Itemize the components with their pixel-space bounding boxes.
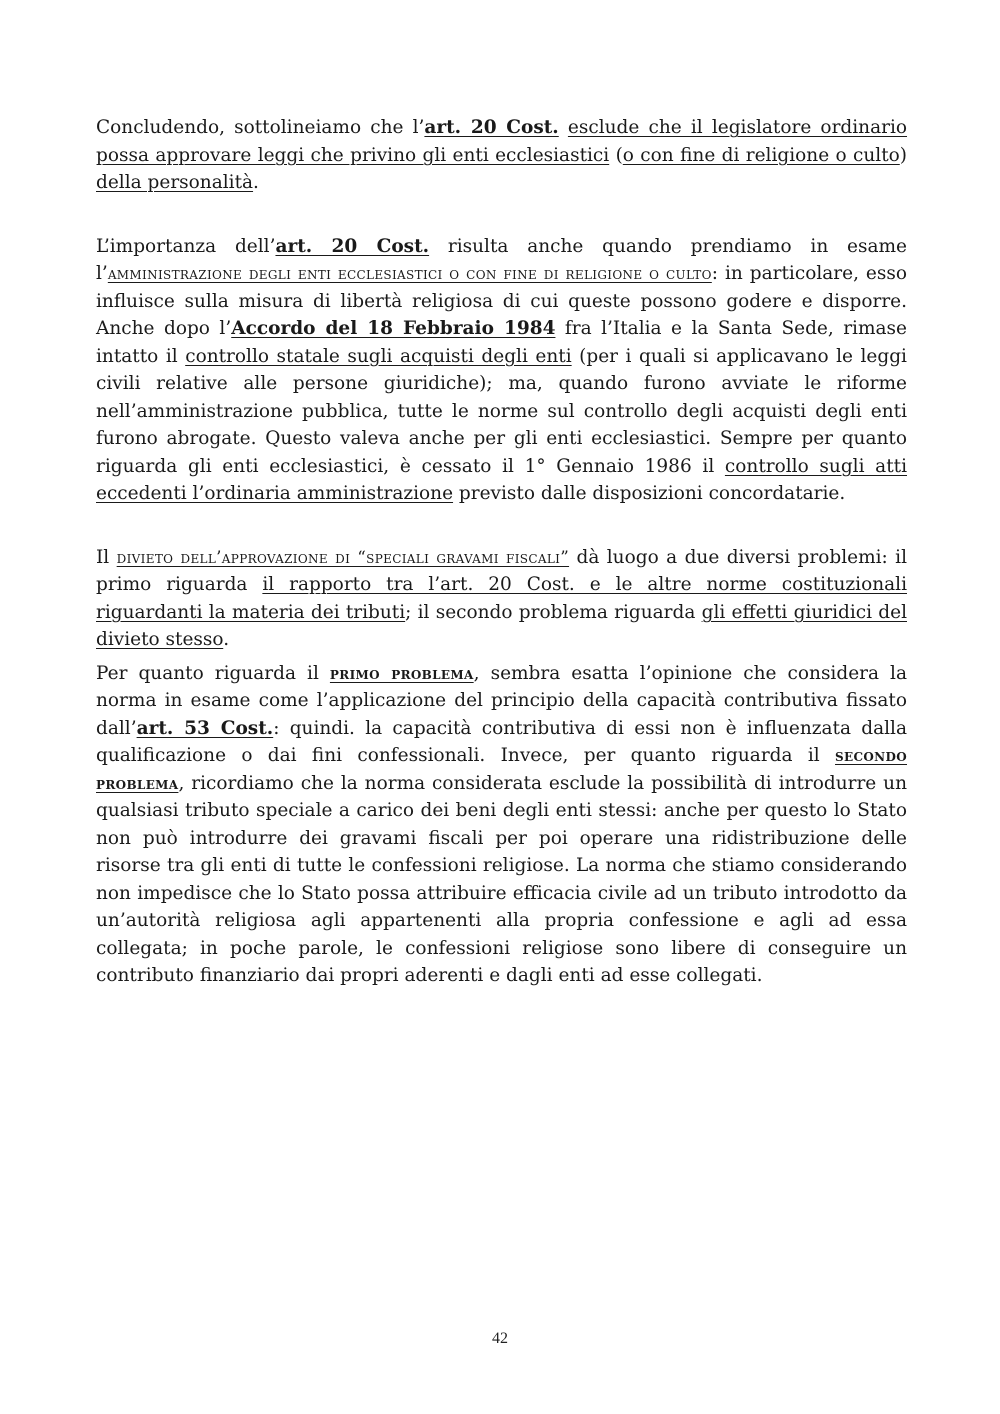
paragraph-fiscal-prohibition [96,544,907,654]
text-run: Il [96,546,117,568]
text-run: , sembra esatta l’opinione che considera la norma in esame come l’applicazione del principio della capacità contributiva fissato dall’ [96,662,907,739]
law-reference-art20: art. 20 Cost. [424,117,559,138]
page-number: 42 [492,1330,508,1347]
text-run: . [253,172,259,193]
paragraph-problems [96,660,907,990]
underlined-phrase: della personalità [96,172,254,193]
paragraph-administration [96,233,907,508]
law-reference-art20: art. 20 Cost. [275,235,430,257]
small-caps-heading: divieto dell’approvazione di “speciali gravami fiscali” [116,547,570,567]
text-run: fra l’Italia e la Santa Sede, rimase intatto il [96,318,907,367]
text-run: previsto dalle disposizioni concordatarie. [453,483,846,504]
text-run: . [223,629,230,650]
underlined-phrase: esclude che il legislatore ordinario possa approvare leggi che privino gli enti ecclesiastici [96,117,908,166]
text-run: risulta anche quando prendiamo in esame l’ [96,235,908,284]
underlined-phrase: il rapporto tra l’art. 20 Cost. e le altre norme costituzionali riguardanti la materia dei tributi [96,574,907,623]
small-caps-heading: secondo problema [96,745,907,793]
text-run: Per quanto riguarda il [96,662,330,684]
law-reference-art53: art. 53 Cost. [136,717,274,739]
small-caps-heading: primo problema [329,662,474,683]
text-run: ; il secondo problema riguarda [405,601,702,623]
underlined-phrase: gli effetti giuridici del divieto stesso [96,601,907,650]
text-run: dà luogo a due diversi problemi: il primo riguarda [96,546,908,595]
accord-reference: Accordo del 18 Febbraio 1984 [231,318,556,339]
paragraph-conclusion [96,114,907,197]
text-run: Concludendo, sottolineiamo che l’ [96,117,425,138]
text-run: (per i quali si applicavano le leggi civili relative alle persone giuridiche); ma, quando furono avviate le riforme nell’amministrazione pubblica, tutte le norme sul controllo degli acquisti degli enti furono abrogate. Questo valeva anche per gli enti ecclesiastici. Sempre per quanto riguarda gli enti ecclesiastici, è cessato il 1° Gennaio 1986 il [96,345,907,477]
text-run: L’importanza dell’ [96,235,276,257]
small-caps-heading: amministrazione degli enti ecclesiastici o con fine di religione o culto [107,264,712,283]
text-run: ( [609,144,623,166]
text-run: : in particolare, esso influisce sulla misura di libertà religiosa di cui queste possono godere e disporre. Anche dopo l’ [96,263,907,339]
document-body [96,114,907,990]
text-run: ) [899,144,907,166]
underlined-phrase: controllo sugli atti eccedenti l’ordinaria amministrazione [96,455,907,504]
text-run: : quindi. la capacità contributiva di essi non è influenzata dalla qualificazione o dai fini confessionali. Invece, per quanto riguarda il [96,717,908,766]
underlined-phrase: controllo statale sugli acquisti degli enti [185,345,572,367]
underlined-phrase: o con fine di religione o culto [622,144,900,166]
text-run [559,117,568,138]
text-run: , ricordiamo che la norma considerata esclude la possibilità di introdurre un qualsiasi tributo speciale a carico dei beni degli enti stessi: anche per questo lo Stato non può introdurre dei gravami fiscali per poi operare una ridistribuzione delle risorse tra gli enti di tutte le confessioni religiose. La norma che stiamo considerando non impedisce che lo Stato possa attribuire efficacia civile ad un tributo introdotto da un’autorità religiosa agli appartenenti alla propria confessione e agli ad essa collegata; in poche parole, le confessioni religiose sono libere di conseguire un contributo finanziario dai propri aderenti e dagli enti ad esse collegati. [96,772,907,986]
